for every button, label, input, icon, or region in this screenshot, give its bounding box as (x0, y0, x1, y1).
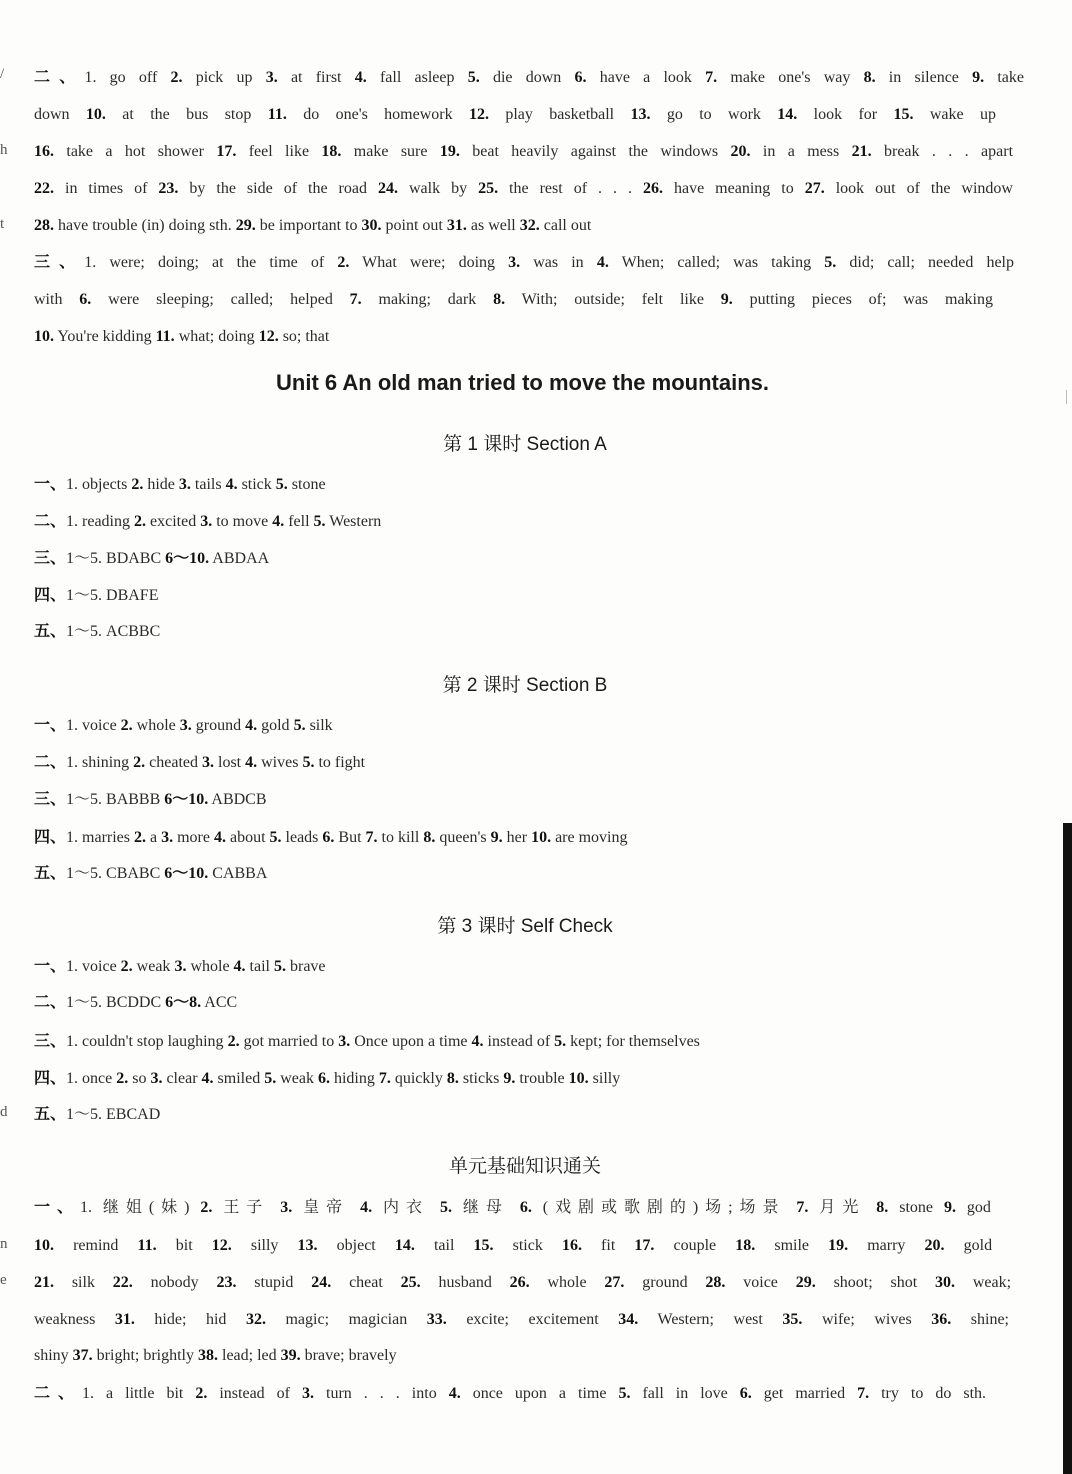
answer-line: 四、1. once 2. so 3. clear 4. smiled 5. weak 6. hiding 7. quickly 8. sticks 9. trouble 10. silly (34, 1070, 621, 1087)
answer-line: with 6. were sleeping; called; helped 7. making; dark 8. With; outside; felt like 9. putting pieces of; was making (34, 291, 993, 308)
answer-line: 10. You're kidding 11. what; doing 12. so; that (34, 328, 330, 345)
page-edge-shadow (1063, 823, 1072, 1474)
section-heading: 第 2 课时 Section B (442, 675, 608, 696)
margin-char: e (0, 1272, 7, 1288)
answer-line: 一、1. voice 2. whole 3. ground 4. gold 5. silk (34, 717, 333, 734)
section-heading: 第 1 课时 Section A (443, 434, 607, 455)
answer-line: 16. take a hot shower 17. feel like 18. make sure 19. beat heavily against the windows 20. in a mess 21. break . . . apart (34, 143, 1013, 160)
answer-line: 二、1. shining 2. cheated 3. lost 4. wives 5. to fight (34, 754, 366, 771)
answer-line: shiny 37. bright; brightly 38. lead; led 39. brave; bravely (34, 1347, 397, 1364)
margin-char: / (0, 66, 5, 82)
answer-line: 一、1. 继姐(妹) 2. 王子 3. 皇帝 4. 内衣 5. 继母 6. (戏剧或歌剧的)场;场景 7. 月光 8. stone 9. god (34, 1199, 991, 1216)
margin-char: n (0, 1236, 8, 1252)
answer-line: 四、1. marries 2. a 3. more 4. about 5. leads 6. But 7. to kill 8. queen's 9. her 10. are moving (34, 829, 628, 846)
answer-line: 二、1. reading 2. excited 3. to move 4. fell 5. Western (34, 513, 382, 530)
answer-line: 五、1～5. ACBBC (34, 623, 161, 640)
answer-line: 28. have trouble (in) doing sth. 29. be important to 30. point out 31. as well 32. call out (34, 217, 592, 234)
margin-char: t (0, 216, 5, 232)
answer-line: 五、1～5. EBCAD (34, 1106, 161, 1123)
margin-char: d (0, 1104, 8, 1120)
section-heading: 单元基础知识通关 (448, 1156, 601, 1177)
answer-line: 22. in times of 23. by the side of the road 24. walk by 25. the rest of . . . 26. have meaning to 27. look out of the window (34, 180, 1013, 197)
section-heading: 第 3 课时 Self Check (437, 916, 613, 937)
answer-line: 五、1～5. CBABC 6～10. CABBA (34, 865, 268, 882)
answer-line: 一、1. voice 2. weak 3. whole 4. tail 5. brave (34, 958, 326, 975)
margin-char: h (0, 142, 8, 158)
page-edge-mark (1066, 390, 1067, 404)
answer-line: 三、1～5. BABBB 6～10. ABDCB (34, 791, 267, 808)
answer-line: 二、1～5. BCDDC 6～8. ACC (34, 994, 238, 1011)
answer-line: 三、1. couldn't stop laughing 2. got married to 3. Once upon a time 4. instead of 5. kept; for themselves (34, 1033, 700, 1050)
answer-line: 21. silk 22. nobody 23. stupid 24. cheat 25. husband 26. whole 27. ground 28. voice 29. shoot; shot 30. weak; (34, 1274, 1011, 1291)
answer-line: 三、1～5. BDABC 6～10. ABDAA (34, 550, 270, 567)
answer-line: 四、1～5. DBAFE (34, 587, 159, 604)
answer-line: 10. remind 11. bit 12. silly 13. object 14. tail 15. stick 16. fit 17. couple 18. smile 19. marry 20. gold (34, 1237, 992, 1254)
answer-line: 二、1. a little bit 2. instead of 3. turn . . . into 4. once upon a time 5. fall in love 6. get married 7. try to do sth. (34, 1385, 986, 1402)
answer-line: weakness 31. hide; hid 32. magic; magician 33. excite; excitement 34. Western; west 35. wife; wives 36. shine; (34, 1311, 1009, 1328)
answer-line: down 10. at the bus stop 11. do one's homework 12. play basketball 13. go to work 14. look for 15. wake up (34, 106, 996, 123)
answer-line: 三、1. were; doing; at the time of 2. What were; doing 3. was in 4. When; called; was taking 5. did; call; needed help (34, 254, 1014, 271)
unit-title: Unit 6 An old man tried to move the mountains. (276, 370, 769, 395)
answer-line: 二、1. go off 2. pick up 3. at first 4. fall asleep 5. die down 6. have a look 7. make one's way 8. in silence 9. take (34, 69, 1024, 86)
answer-line: 一、1. objects 2. hide 3. tails 4. stick 5. stone (34, 476, 326, 493)
